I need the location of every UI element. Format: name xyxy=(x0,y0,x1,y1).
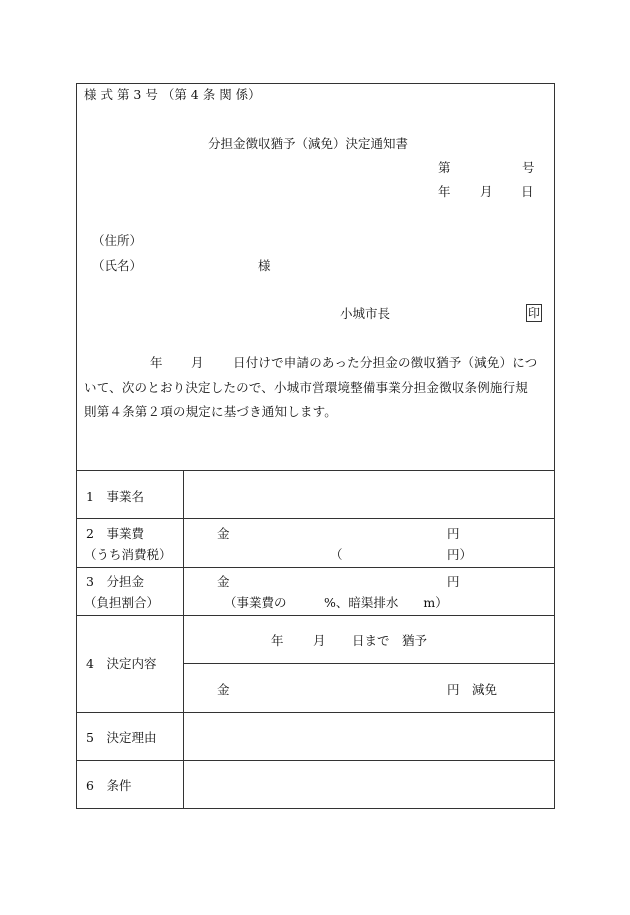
deferral-until: 日まで 猶予 xyxy=(352,633,428,648)
body-year: 年 xyxy=(150,355,163,370)
row-decision-label: 4 決定内容 xyxy=(86,656,157,671)
contribution-kin: 金 xyxy=(217,574,230,589)
body-line-1: 日付けで申請のあった分担金の徴収猶予（減免）につ xyxy=(233,355,538,370)
decision-inner-rule xyxy=(183,663,555,664)
date-day: 日 xyxy=(521,184,534,199)
document-title: 分担金徴収猶予（減免）決定通知書 xyxy=(208,136,409,151)
body-month: 月 xyxy=(191,355,204,370)
row-contribution-label: 3 分担金 xyxy=(86,574,144,589)
table-top-rule xyxy=(76,470,555,471)
honorific: 様 xyxy=(258,258,271,273)
tax-paren-open: （ xyxy=(330,547,343,562)
contribution-yen: 円 xyxy=(447,574,460,589)
tax-paren-close: 円） xyxy=(447,547,473,562)
date-month: 月 xyxy=(480,184,493,199)
number-suffix: 号 xyxy=(522,160,535,175)
form-label: 様 式 第 3 号 （第 4 条 関 係） xyxy=(84,87,261,102)
row-project-name-label: 1 事業名 xyxy=(86,489,144,504)
body-line-2: いて、次のとおり決定したので、小城市営環境整備事業分担金徴収条例施行規 xyxy=(84,380,529,395)
seal-mark: 印 xyxy=(527,306,540,320)
number-prefix: 第 xyxy=(438,160,451,175)
row-conditions-label: 6 条件 xyxy=(86,778,132,793)
body-line-3: 則第４条第２項の規定に基づき通知します。 xyxy=(84,404,338,419)
row-rule-5 xyxy=(76,760,555,761)
project-cost-kin: 金 xyxy=(217,526,230,541)
contribution-ratio: （事業費の %、暗渠排水 m） xyxy=(224,595,448,610)
row-project-cost-label: 2 事業費 xyxy=(86,526,144,541)
row-rule-2 xyxy=(76,567,555,568)
deferral-month: 月 xyxy=(313,633,326,648)
row-rule-1 xyxy=(76,518,555,519)
row-rule-3 xyxy=(76,615,555,616)
exemption-yen: 円 減免 xyxy=(447,682,498,697)
address-label: （住所） xyxy=(92,233,143,248)
deferral-year: 年 xyxy=(271,633,284,648)
issuer: 小城市長 xyxy=(340,306,391,321)
date-year: 年 xyxy=(438,184,451,199)
row-reason-label: 5 決定理由 xyxy=(86,730,157,745)
name-label: （氏名） xyxy=(92,258,143,273)
row-rule-4 xyxy=(76,712,555,713)
project-cost-yen: 円 xyxy=(447,526,460,541)
row-contribution-sublabel: （負担割合） xyxy=(84,595,160,610)
exemption-kin: 金 xyxy=(217,682,230,697)
label-column-rule xyxy=(183,470,184,809)
row-project-cost-sublabel: （うち消費税） xyxy=(84,547,172,562)
